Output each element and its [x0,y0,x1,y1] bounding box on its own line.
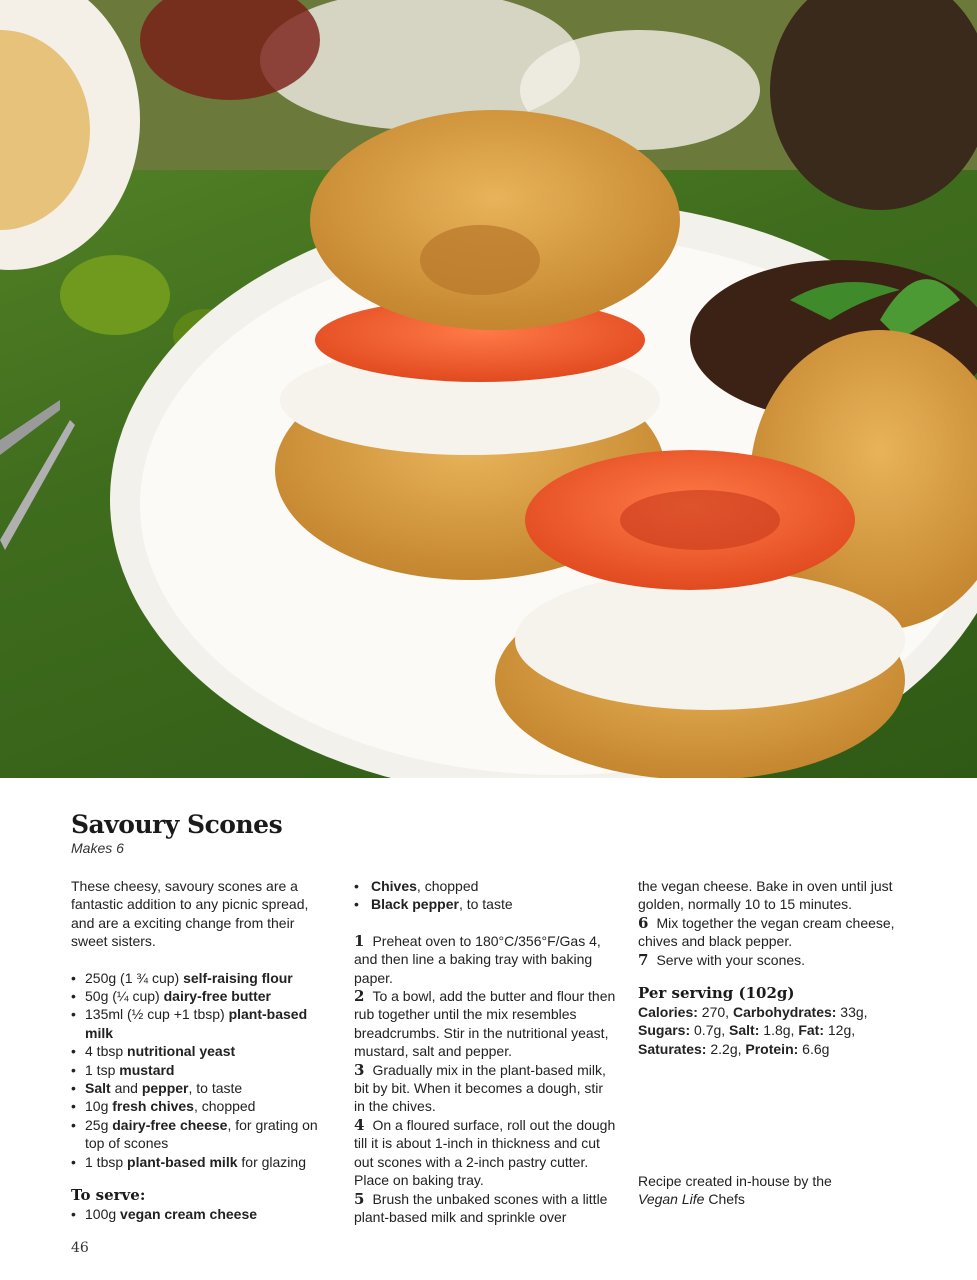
step-number: 3 [354,1060,365,1079]
step-text: Mix together the vegan cream cheese, chives and black pepper. [638,914,895,950]
nutrition-value: 33g, [836,1004,868,1021]
ingredient-note: , to taste [458,896,513,913]
ingredient-name: plant-based milk [85,1006,308,1041]
step-text: Preheat oven to 180°C/356°F/Gas 4, and then line a baking tray with baking paper. [354,932,601,986]
ingredient-note: for glazing [237,1153,306,1170]
list-item [71,1205,333,1223]
method-step [354,987,616,1061]
nutrition-label: Sugars: [638,1022,691,1039]
ingredient-quantity: 10g [85,1098,113,1115]
method-steps-continued [638,914,900,969]
nutrition-value: 270, [697,1004,733,1021]
credit-line-2 [638,1190,832,1208]
step-text: Serve with your scones. [656,951,806,968]
method-steps [354,932,616,1227]
list-item [71,1005,333,1042]
ingredient-quantity: 25g [85,1116,113,1133]
ingredient-name: plant-based milk [127,1153,238,1170]
ingredient-note: , to taste [188,1080,243,1097]
method-step [638,914,900,951]
list-item [71,969,333,987]
ingredient-list [71,969,333,1171]
recipe-intro: These cheesy, savoury scones are a fantastic addition to any picnic spread, and are a exciting change from their sweet sisters. [71,878,309,950]
nutrition-value: 0.7g, [690,1022,730,1039]
method-step [354,1061,616,1116]
nutrition-label: Fat: [798,1022,824,1039]
nutrition-label: Calories: [638,1004,698,1021]
recipe-title: Savoury Scones [71,810,283,839]
ingredient-name: vegan cream cheese [120,1206,258,1223]
step-number: 1 [354,931,365,950]
recipe-credit [638,1172,832,1209]
ingredient-quantity: 4 tbsp [85,1043,128,1060]
to-serve-list [71,1205,333,1223]
credit-brand: Vegan Life [638,1191,705,1208]
step-number: 5 [354,1189,365,1208]
list-item [354,877,616,895]
list-item [71,1097,333,1115]
nutrition-label: Protein: [745,1040,799,1057]
credit-tail: Chefs [704,1191,745,1208]
ingredient-note: , for grating on top of scones [85,1116,318,1152]
ingredient-joiner: and [110,1080,142,1097]
column-method-continued [638,877,900,1058]
nutrition-label: Carbohydrates: [732,1004,837,1021]
nutrition-value: 6.6g [798,1040,830,1057]
ingredient-name: Salt [85,1080,111,1097]
credit-line: Recipe created in-house by the [638,1173,832,1189]
ingredient-quantity: 1 tsp [85,1061,120,1078]
step-text: Brush the unbaked scones with a little plant-based milk and sprinkle over [354,1190,608,1225]
ingredient-name: mustard [119,1061,175,1078]
column-intro-ingredients [71,877,333,1224]
recipe-yield: Makes 6 [71,840,124,856]
step-text: To a bowl, add the butter and flour then rub together until the mix resembles breadcrumbs. Stir in the nutritional yeast, mustard, salt and pepper. [354,988,616,1060]
ingredient-name: self-raising flour [183,969,293,986]
step-number: 2 [354,987,365,1006]
to-serve-list-continued [354,877,616,914]
ingredient-name: pepper [141,1080,189,1097]
ingredient-quantity: 250g (1 ¾ cup) [85,969,184,986]
ingredient-name: Black pepper [371,896,459,913]
to-serve-heading: To serve: [71,1186,146,1205]
nutrition-label: Salt: [729,1022,760,1039]
ingredient-quantity: 50g (¼ cup) [85,988,164,1005]
page-number: 46 [71,1240,89,1256]
ingredient-name: Chives [371,878,417,894]
method-step [354,1116,616,1190]
ingredient-quantity: 1 tbsp [85,1153,128,1170]
list-item [71,1153,333,1171]
nutrition-heading: Per serving (102g) [638,984,795,1003]
step-number: 7 [638,950,649,969]
nutrition-label: Saturates: [638,1040,707,1057]
list-item [354,895,616,913]
step-text: Gradually mix in the plant-based milk, bit by bit. When it becomes a dough, stir in the chives. [354,1061,606,1115]
list-item [71,1042,333,1060]
nutrition-value: 2.2g, [706,1040,746,1057]
nutrition-facts [638,1003,900,1058]
method-step [354,1190,616,1227]
ingredient-name: dairy-free cheese [112,1116,228,1133]
method-step [638,951,900,969]
step-text: On a floured surface, roll out the dough till it is about 1-inch in thickness and cut out scones with a 2-inch pastry cutter. Place on baking tray. [354,1116,616,1189]
list-item [71,987,333,1005]
list-item [71,1116,333,1153]
step-number: 6 [638,913,649,932]
method-step [354,932,616,987]
step-5-continued: the vegan cheese. Bake in oven until just golden, normally 10 to 15 minutes. [638,878,893,913]
ingredient-quantity: 100g [85,1206,121,1223]
ingredient-quantity: 135ml (½ cup +1 tbsp) [85,1006,229,1023]
ingredient-name: nutritional yeast [127,1043,236,1060]
column-method [354,877,616,1226]
nutrition-value: 12g, [823,1022,856,1039]
ingredient-note: , chopped [193,1098,256,1115]
ingredient-name: dairy-free butter [163,988,271,1005]
ingredient-name: fresh chives [112,1098,194,1115]
step-number: 4 [354,1115,365,1134]
list-item [71,1061,333,1079]
ingredient-note: , chopped [416,878,479,894]
nutrition-value: 1.8g, [759,1022,799,1039]
list-item [71,1079,333,1097]
